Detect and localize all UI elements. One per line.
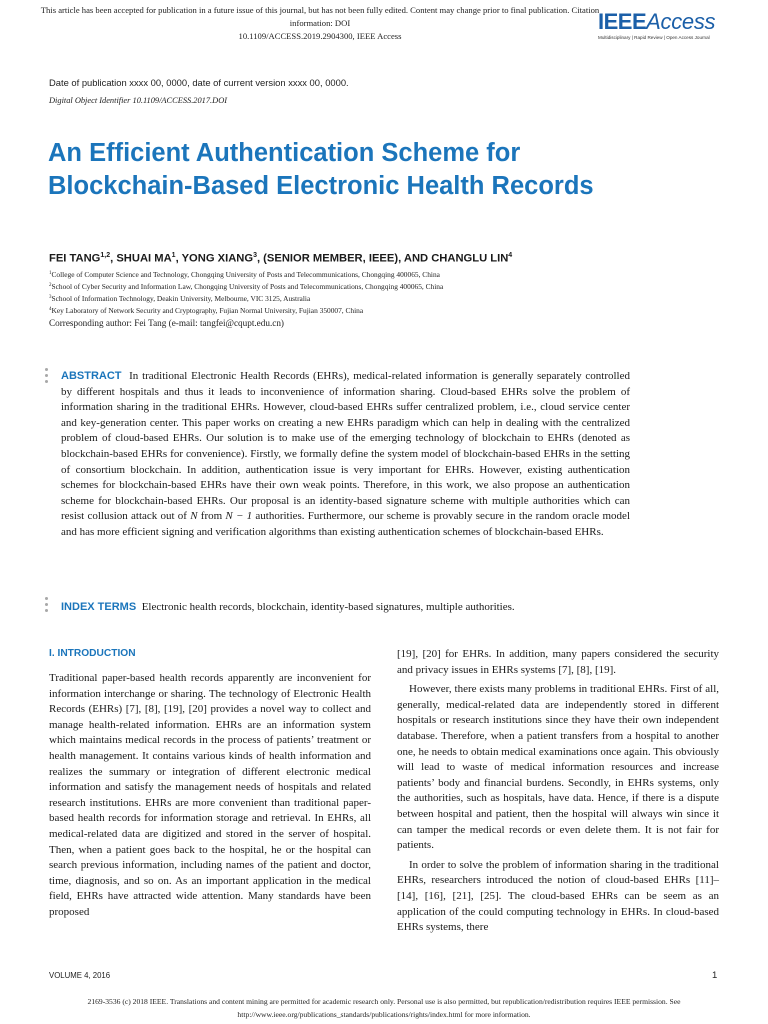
affiliation-text: School of Information Technology, Deakin University, Melbourne, VIC 3125, Australia xyxy=(51,294,311,303)
top-publication-notice xyxy=(40,4,600,43)
body-column-right xyxy=(397,647,719,936)
bottom-notice-line2: http://www.ieee.org/publications_standards/publications/rights/index.html for more information. xyxy=(237,1010,531,1019)
bottom-copyright-notice xyxy=(20,995,748,1021)
publication-date: Date of publication xxxx 00, 0000, date of current version xxxx 00, 0000. xyxy=(49,77,349,88)
top-notice-line1: This article has been accepted for publication in a future issue of this journal, but has not been fully edited. Content may change prior to final publication. Citation information: DOI xyxy=(40,5,600,28)
top-notice-line2: 10.1109/ACCESS.2019.2904300, IEEE Access xyxy=(238,31,402,41)
author-name: , (SENIOR MEMBER, IEEE), AND CHANGLU LIN xyxy=(256,252,509,265)
affiliation-list xyxy=(49,268,689,316)
affiliation-text: School of Cyber Security and Information Law, Chongqing University of Posts and Telecommunications, Chongqing 400065, China xyxy=(51,282,444,291)
abstract-dots-marker xyxy=(45,368,51,386)
affiliation-text: College of Computer Science and Technology, Chongqing University of Posts and Telecommunications, Chongqing 400065, China xyxy=(51,270,440,279)
author-list xyxy=(49,252,512,265)
author-affiliation-mark: 1 xyxy=(171,252,176,259)
logo-wordmark xyxy=(598,10,730,34)
author-affiliation-mark: 1,2 xyxy=(100,252,111,259)
index-terms-label: INDEX TERMS xyxy=(61,601,137,613)
body-paragraph: However, there exists many problems in traditional EHRs. First of all, generally, medical-related data are independently stored in different hospitals or research institutions since they have their own independent database. Therefore, when a patient transfers from a hospital to another one, he needs to obtain medical examinations once again. This obviously will lead to waste of medical information resources and increase patients’ body and financial burdens. Secondly, in EHRs systems, only the authorities, such as hospitals, have data. Hence, if there is a dispute between hospital and patient, then the hospital will always win since it can tamper the medical records or even delete them. It is not fair for patients. xyxy=(397,683,719,852)
logo-tagline: Multidisciplinary | Rapid Review | Open Access Journal xyxy=(598,35,710,40)
index-terms-text: Electronic health records, blockchain, identity-based signatures, multiple authorities. xyxy=(141,601,515,613)
index-terms xyxy=(61,600,661,615)
affiliation-item xyxy=(49,280,689,292)
footer-page-number: 1 xyxy=(712,970,718,981)
author-affiliation-mark: 4 xyxy=(508,252,513,259)
author-name: , SHUAI MA xyxy=(110,252,172,265)
body-paragraph: In order to solve the problem of information sharing in the traditional EHRs, researchers introduced the notion of cloud-based EHRs [11]–[14], [16], [21], [25]. The cloud-based EHRs can be seem as an application of the could computing technology in EHRs. In cloud-based EHRs systems, there xyxy=(397,858,719,934)
body-paragraph: [19], [20] for EHRs. In addition, many papers considered the security and privacy issues in EHRs systems [7], [8], [19]. xyxy=(397,648,719,676)
abstract-text-part2: authorities. Furthermore, our scheme is provably secure in the random oracle model and has more efficient signing and verification algorithms than existing authentication schemes of blockchain-based EHRs. xyxy=(61,510,630,538)
ieee-access-logo xyxy=(598,10,730,40)
math-n-minus-1: N − 1 xyxy=(225,510,253,523)
abstract-paragraph xyxy=(61,369,630,541)
body-paragraph: Traditional paper-based health records apparently are inconvenient for information interchange or sharing. The technology of Electronic Health Records (EHRs) [7], [8], [19], [20] provides a novel way to collect and manage health-related information. EHRs are an information system which maintains medical records in the process of patients’ treatment or health management. It contains various kinds of health information and realizes the summary or integration of different electronic medical information and satisfy the management needs of hospitals and related research institutions. EHRs are more convenient than traditional paper-based health records for information storage and retrieval. In EHRs, all medical-related data are digitized and stored in the server of hospital. Then, when a patient goes back to the hospital, he or the hospital can search previous information, including names of the patient and doctor, time, diagnosis, and so on. As an important application in the medical field, EHRs have attracted wide attention. Many standards have been proposed xyxy=(49,672,371,918)
author-name: FEI TANG xyxy=(49,252,101,265)
affiliation-number: 4 xyxy=(49,307,52,312)
author-affiliation-mark: 3 xyxy=(253,252,257,259)
affiliation-number: 3 xyxy=(49,295,52,300)
abstract-text-from: from xyxy=(197,510,226,523)
section-heading-introduction: I. INTRODUCTION xyxy=(49,648,136,659)
paper-title: An Efficient Authentication Scheme for Blockchain-Based Electronic Health Records xyxy=(48,139,594,200)
math-n: N xyxy=(190,510,198,523)
digital-object-identifier: Digital Object Identifier 10.1109/ACCESS.2017.DOI xyxy=(49,96,228,105)
body-column-left xyxy=(49,647,371,921)
affiliation-number: 1 xyxy=(49,271,52,276)
affiliation-text: Key Laboratory of Network Security and Cryptography, Fujian Normal University, Fujian 350007, China xyxy=(51,306,364,315)
logo-access-text: Access xyxy=(646,9,716,34)
affiliation-item xyxy=(49,268,689,280)
affiliation-number: 2 xyxy=(49,283,52,288)
corresponding-author: Corresponding author: Fei Tang (e-mail: tangfei@cqupt.edu.cn) xyxy=(49,318,284,328)
index-terms-dots-marker xyxy=(45,597,51,615)
affiliation-item xyxy=(49,292,689,304)
author-name: , YONG XIANG xyxy=(175,252,254,265)
footer-volume: VOLUME 4, 2016 xyxy=(49,971,111,980)
bottom-notice-line1: 2169-3536 (c) 2018 IEEE. Translations and content mining are permitted for academic research only. Personal use is also permitted, but republication/redistribution requires IEEE permission. See xyxy=(87,997,681,1006)
abstract-text-part1: In traditional Electronic Health Records (EHRs), medical-related information is generally separately controlled by different hospitals and thus it leads to inconvenience of information sharing. Cloud-based EHRs solve the problem of information sharing in the traditional EHRs. However, cloud-based EHRs suffer centralized problem, i.e., cloud service center and key-generation center. This paper works on creating a new EHRs paradigm which can help in dealing with the centralized problem of cloud-based EHRs. Our solution is to make use of the emerging technology of blockchain to EHRs (denoted as blockchain-based EHRs for convenience). Firstly, we formally define the system model of blockchain-based EHRs in the setting of consortium blockchain. In addition, authentication issue is very important for EHRs. However, existing authentication schemes for blockchain-based EHRs have their own weak points. Therefore, in this work, we also propose an authentication scheme for blockchain-based EHRs. Our proposal is an identity-based signature scheme with multiple authorities which can resist collusion attack out of xyxy=(61,370,630,523)
affiliation-item xyxy=(49,304,689,316)
abstract-label: ABSTRACT xyxy=(61,370,122,382)
logo-ieee-text: IEEE xyxy=(598,9,647,34)
